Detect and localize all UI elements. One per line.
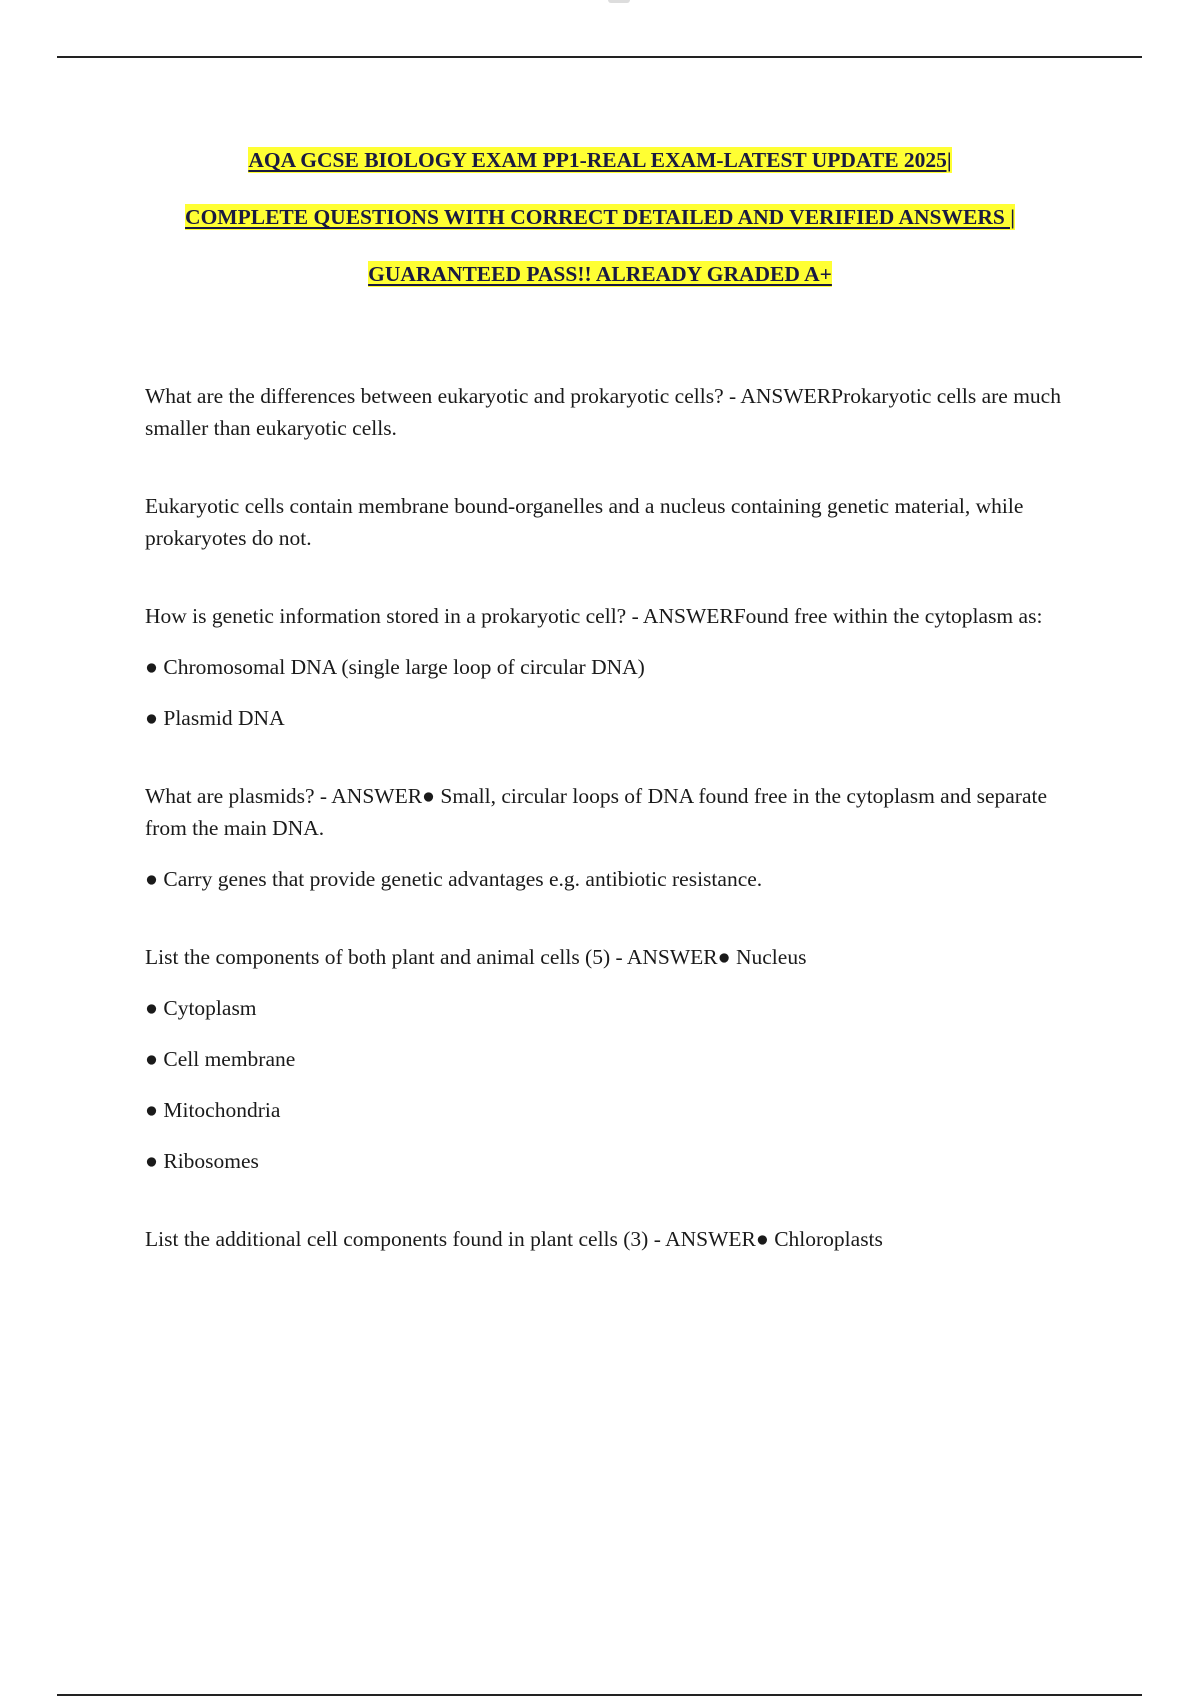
bullet-item: ● Plasmid DNA [145,706,285,730]
bullet-item: ● Carry genes that provide genetic advantages e.g. antibiotic resistance. [145,867,763,891]
title-line-2-text: COMPLETE QUESTIONS WITH CORRECT DETAILED AND VERIFIED ANSWERS | [185,205,1015,229]
qa-block-3 [145,600,1090,734]
bullet-item: ● Ribosomes [145,1149,259,1173]
bullet-item: ● Mitochondria [145,1098,281,1122]
qa-block-2 [145,490,1090,554]
bullet-item: ● Cell membrane [145,1047,296,1071]
footer-rule [57,1694,1142,1696]
paragraph: Eukaryotic cells contain membrane bound-organelles and a nucleus containing genetic material, while prokaryotes do not. [145,494,1024,550]
header-rule [57,56,1142,58]
qa-block-5 [145,941,1090,1177]
bullet-item: ● Chromosomal DNA (single large loop of circular DNA) [145,655,645,679]
title-line-3-text: GUARANTEED PASS!! ALREADY GRADED A+ [368,262,832,286]
paragraph: What are the differences between eukaryotic and prokaryotic cells? - ANSWERProkaryotic cells are much smaller than eukaryotic cells. [145,384,1061,440]
paragraph: What are plasmids? - ANSWER● Small, circular loops of DNA found free in the cytoplasm and separate from the main DNA. [145,784,1048,840]
qa-block-6 [145,1223,1090,1255]
title-line-3 [0,256,1200,313]
title-line-1-text: AQA GCSE BIOLOGY EXAM PP1-REAL EXAM-LATEST UPDATE 2025| [248,148,952,172]
paragraph: How is genetic information stored in a prokaryotic cell? - ANSWERFound free within the cytoplasm as: [145,604,1043,628]
page-top-marker [608,0,630,3]
title-line-2 [0,199,1200,256]
qa-block-4 [145,780,1090,895]
document-body [145,380,1090,1301]
title-line-1 [0,142,1200,199]
document-title [0,142,1200,313]
qa-block-1 [145,380,1090,444]
bullet-item: ● Cytoplasm [145,996,257,1020]
paragraph: List the additional cell components found in plant cells (3) - ANSWER● Chloroplasts [145,1227,883,1251]
paragraph: List the components of both plant and animal cells (5) - ANSWER● Nucleus [145,945,807,969]
